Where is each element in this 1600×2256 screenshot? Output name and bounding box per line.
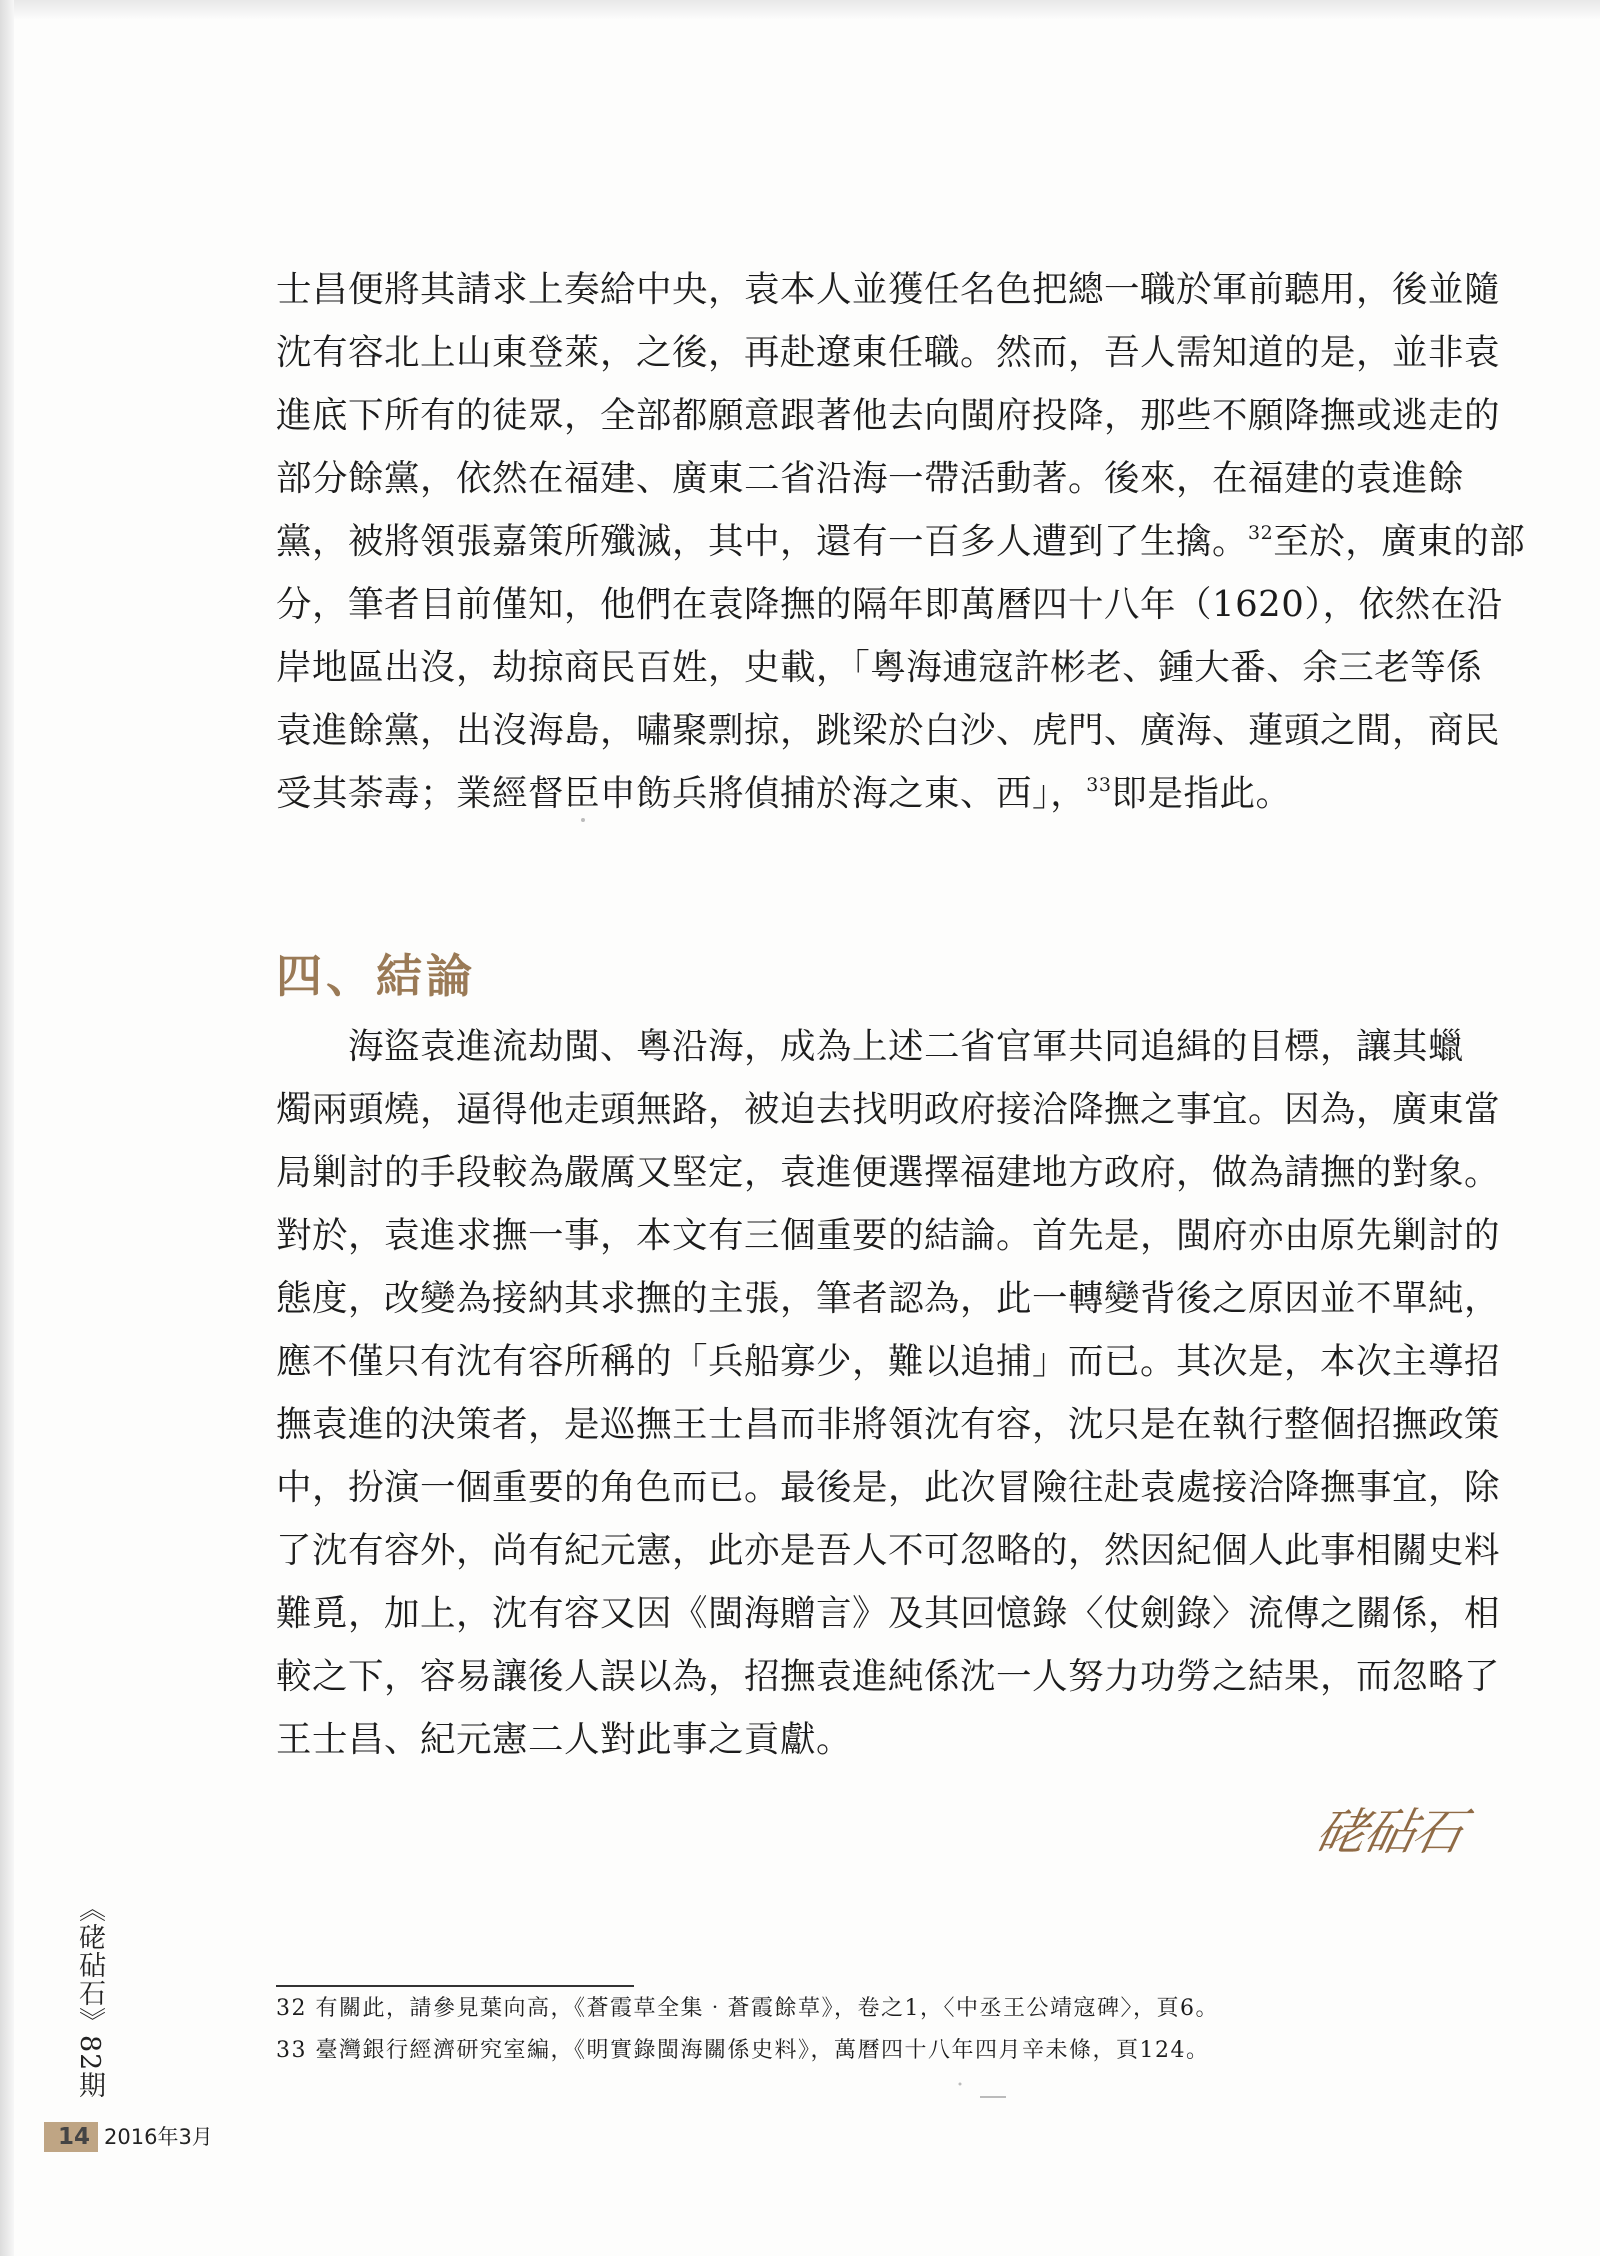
- footnote-ref-33[interactable]: 33: [1086, 774, 1112, 796]
- section-heading: 四、結論: [276, 949, 476, 1003]
- text-line: 了沈有容外，尚有紀元憲，此亦是吾人不可忽略的，然因紀個人此事相關史料: [276, 1530, 1501, 1571]
- text-line: 態度，改變為接納其求撫的主張，筆者認為，此一轉變背後之原因並不單純，: [276, 1278, 1501, 1319]
- text-line: 部分餘黨，依然在福建、廣東二省沿海一帶活動著。後來，在福建的袁進餘: [276, 458, 1465, 499]
- text-line: 岸地區出沒，劫掠商民百姓，史載，「粵海逋寇許彬老、鍾大番、余三老等係: [276, 647, 1483, 688]
- issue-date: 2016年3月: [104, 2125, 213, 2149]
- footnote-ref-32[interactable]: 32: [1248, 522, 1274, 544]
- footnote-33: 33 臺灣銀行經濟研究室編，《明實錄閩海關係史料》，萬曆四十八年四月辛未條，頁124。: [276, 2038, 1210, 2063]
- text-line: 難覓，加上，沈有容又因《閩海贈言》及其回憶錄〈仗劍錄〉流傳之關係，相: [276, 1593, 1501, 1634]
- text-line: 中，扮演一個重要的角色而已。最後是，此次冒險往赴袁處接洽降撫事宜，除: [276, 1467, 1501, 1508]
- text-line: 撫袁進的決策者，是巡撫王士昌而非將領沈有容，沈只是在執行整個招撫政策: [276, 1404, 1501, 1445]
- text-line: 海盜袁進流劫閩、粵沿海，成為上述二省官軍共同追緝的目標，讓其蠟: [348, 1026, 1465, 1067]
- footnote-32: 32 有關此，請參見葉向高，《蒼霞草全集‧蒼霞餘草》，卷之1，〈中丞王公靖寇碑〉，頁6。: [276, 1996, 1219, 2021]
- page-number: 14: [58, 2124, 91, 2150]
- text-line: 較之下，容易讓後人誤以為，招撫袁進純係沈一人努力功勞之結果，而忽略了: [276, 1656, 1501, 1697]
- text-line: 應不僅只有沈有容所稱的「兵船寡少，難以追捕」而已。其次是，本次主導招: [276, 1341, 1501, 1382]
- text-line: 袁進餘黨，出沒海島，嘯聚剽掠，跳梁於白沙、虎門、廣海、蓮頭之間，商民: [276, 710, 1501, 751]
- text-line: 王士昌、紀元憲二人對此事之貢獻。: [276, 1719, 853, 1760]
- text-line: 分，筆者目前僅知，他們在袁降撫的隔年即萬曆四十八年（1620），依然在沿: [276, 584, 1503, 625]
- text-segment: 至於，廣東的部: [1273, 521, 1526, 562]
- text-line: 沈有容北上山東登萊，之後，再赴遼東任職。然而，吾人需知道的是，並非袁: [276, 332, 1501, 373]
- text-segment: 即是指此。: [1111, 773, 1292, 814]
- text-line: 進底下所有的徒眾，全部都願意跟著他去向閩府投降，那些不願降撫或逃走的: [276, 395, 1501, 436]
- text-segment: 受其荼毒；業經督臣申飭兵將偵捕於海之東、西」，: [276, 773, 1087, 814]
- end-seal-logo: 硓砧石: [1310, 1803, 1468, 1861]
- text-line: 燭兩頭燒，逼得他走頭無路，被迫去找明政府接洽降撫之事宜。因為，廣東當: [276, 1089, 1501, 1130]
- text-line: 局剿討的手段較為嚴厲又堅定，袁進便選擇福建地方政府，做為請撫的對象。: [276, 1152, 1501, 1193]
- magazine-title: 《硓砧石》82期: [74, 1895, 105, 2100]
- text-line: 士昌便將其請求上奏給中央，袁本人並獲任名色把總一職於軍前聽用，後並隨: [276, 269, 1501, 310]
- text-line: 對於，袁進求撫一事，本文有三個重要的結論。首先是，閩府亦由原先剿討的: [276, 1215, 1501, 1256]
- text-segment: 黨，被將領張嘉策所殲滅，其中，還有一百多人遭到了生擒。: [276, 521, 1249, 562]
